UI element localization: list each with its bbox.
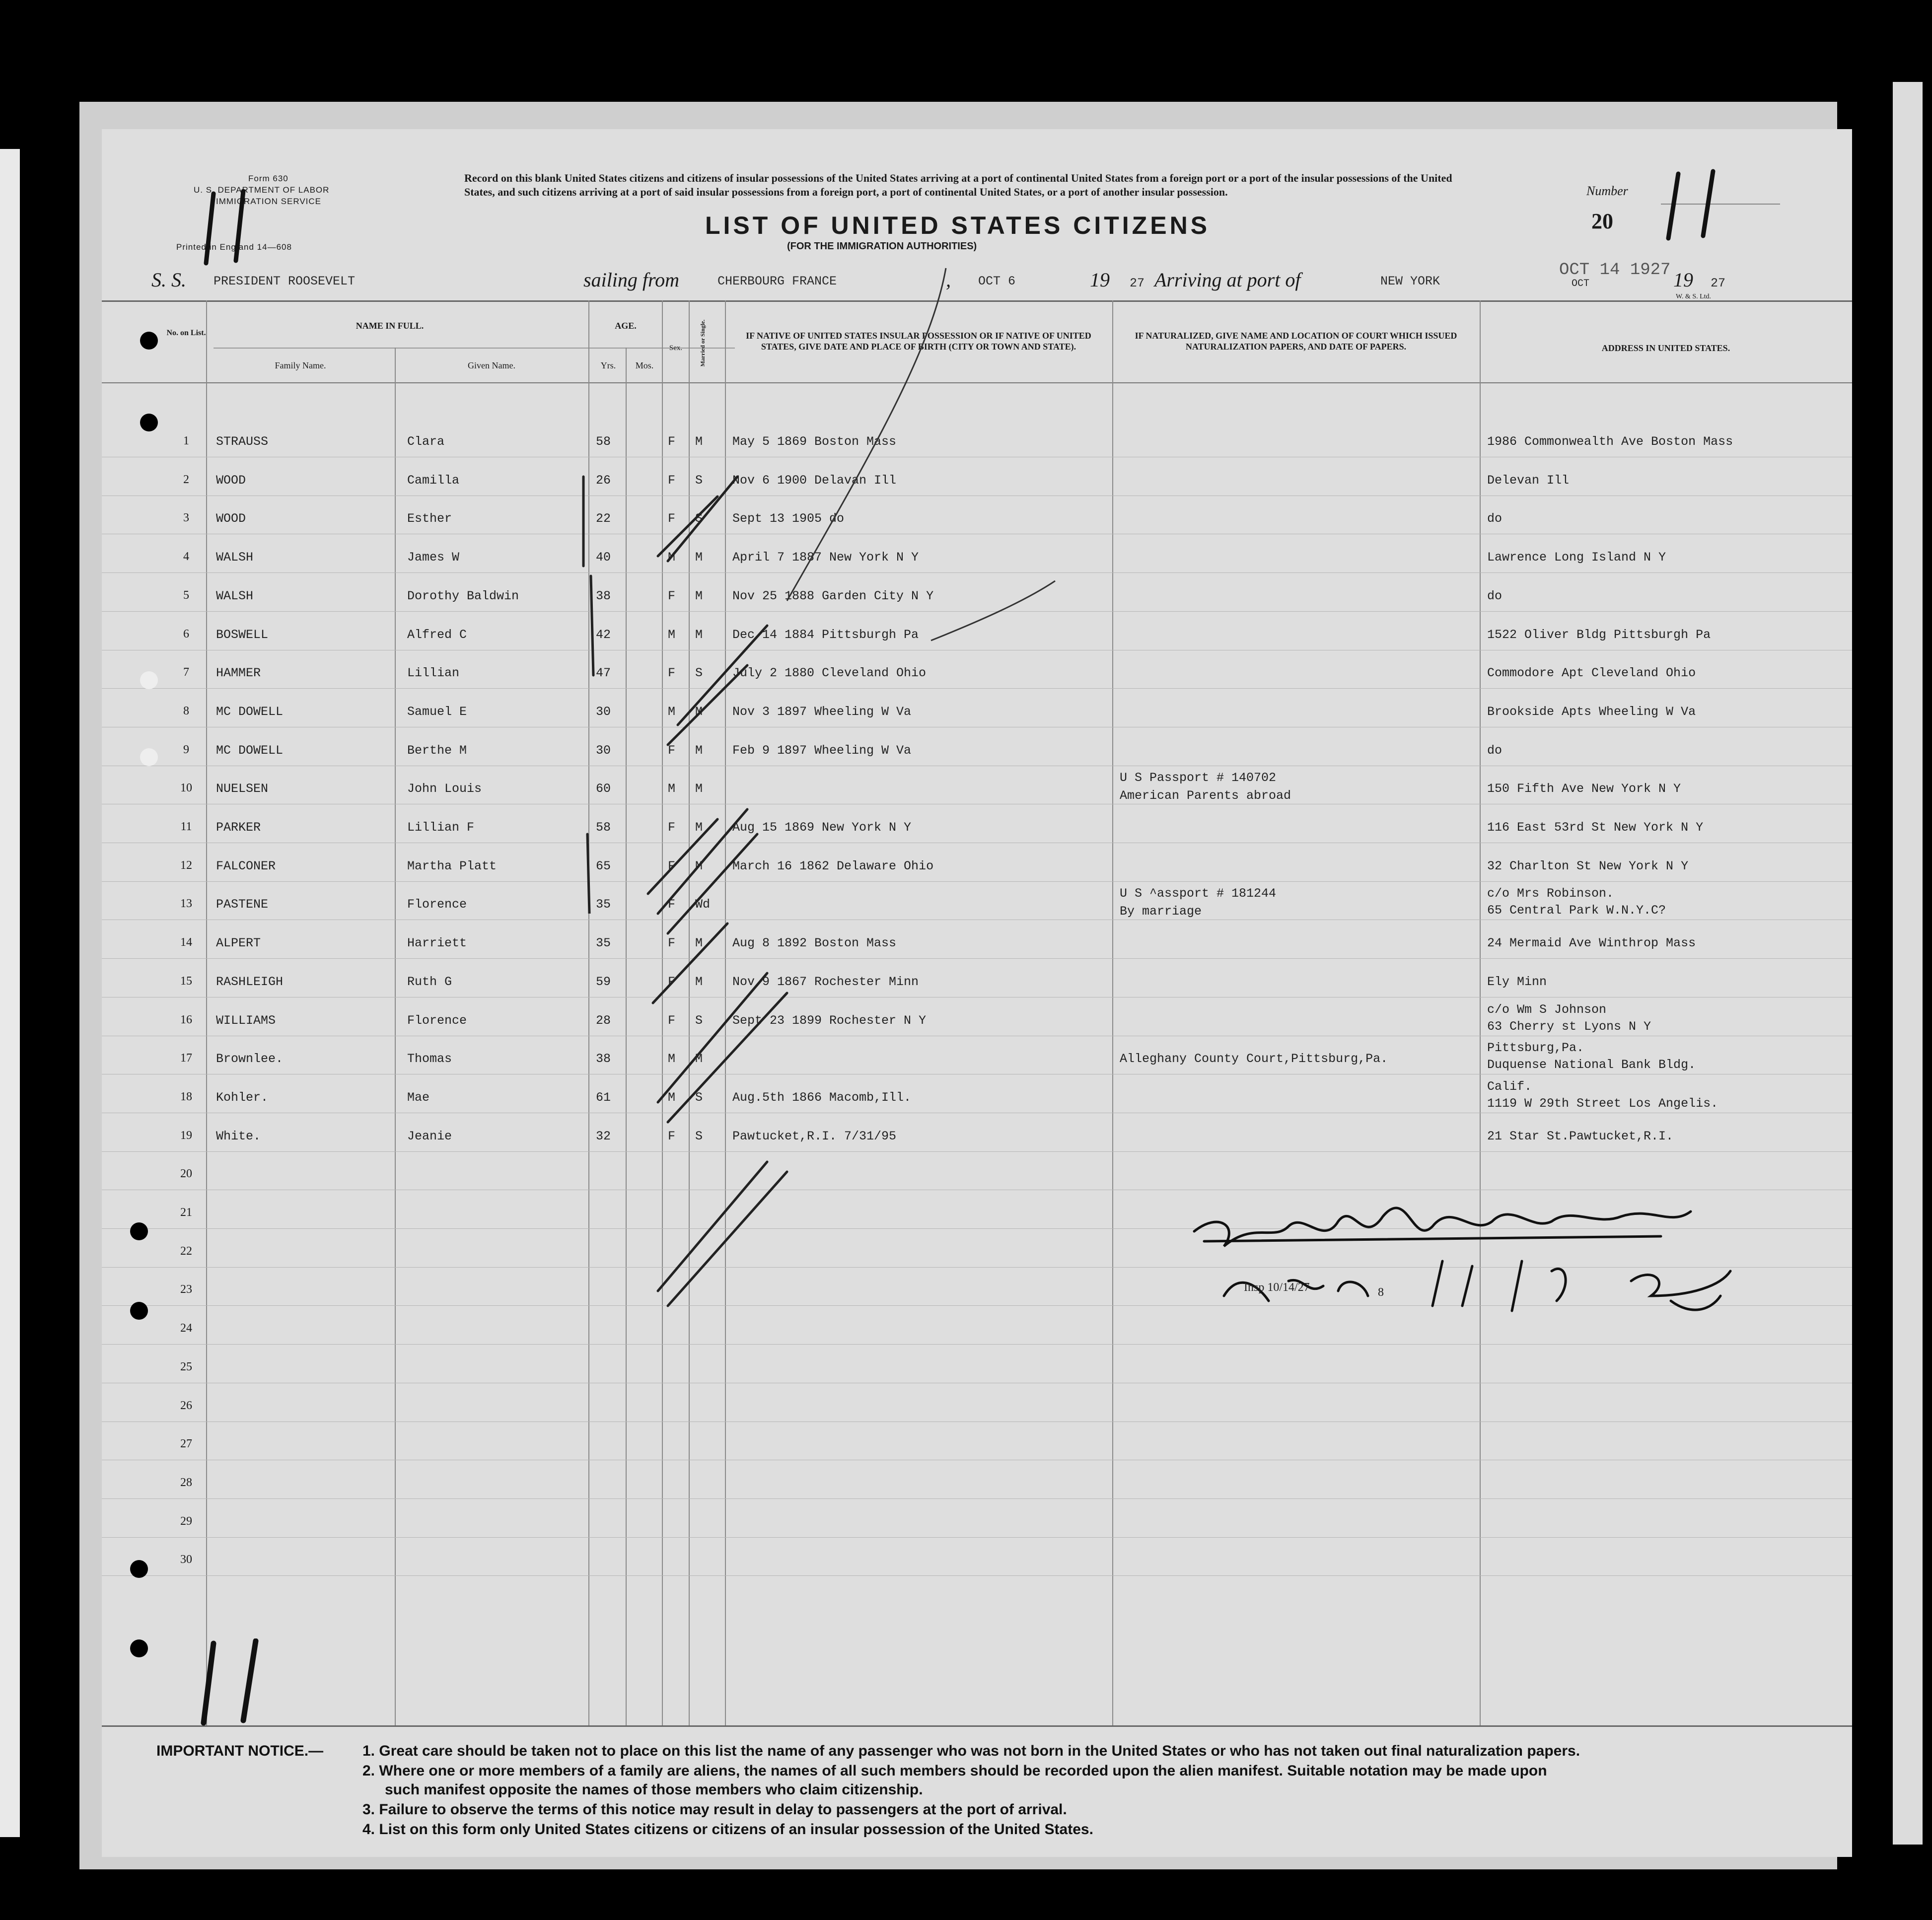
given-name: Camilla bbox=[407, 473, 460, 488]
given-name: John Louis bbox=[407, 782, 482, 796]
marital-status: S bbox=[695, 473, 703, 488]
age-years: 47 bbox=[596, 666, 611, 681]
birth-info: Aug 8 1892 Boston Mass bbox=[732, 936, 897, 951]
row-number: 12 bbox=[180, 858, 192, 872]
sex: F bbox=[668, 473, 676, 488]
given-name: James W bbox=[407, 550, 460, 565]
handwritten-mark-top-right bbox=[1658, 169, 1738, 243]
marital-status: M bbox=[695, 550, 703, 565]
col-family: Family Name. bbox=[275, 360, 326, 370]
inspector-signature bbox=[1174, 1172, 1745, 1331]
col-yrs: Yrs. bbox=[600, 360, 616, 370]
marital-status: M bbox=[695, 588, 703, 603]
col-sex: Sex. bbox=[669, 344, 683, 352]
row-number: 15 bbox=[180, 974, 192, 988]
marital-status: S bbox=[695, 1013, 703, 1028]
age-years: 35 bbox=[596, 936, 611, 951]
binder-hole bbox=[140, 332, 158, 350]
address: Pittsburg,Pa. bbox=[1487, 1041, 1584, 1056]
address: 1522 Oliver Bldg Pittsburgh Pa bbox=[1487, 627, 1711, 642]
address: Commodore Apt Cleveland Ohio bbox=[1487, 666, 1696, 681]
address: Lawrence Long Island N Y bbox=[1487, 550, 1666, 565]
birth-info: Aug.5th 1866 Macomb,Ill. bbox=[732, 1090, 912, 1105]
age-years: 26 bbox=[596, 473, 611, 488]
row-number: 13 bbox=[180, 897, 192, 911]
address: c/o Wm S Johnson bbox=[1487, 1002, 1607, 1017]
row-number: 26 bbox=[180, 1399, 192, 1412]
binder-hole bbox=[130, 1222, 148, 1240]
sex: F bbox=[668, 936, 676, 951]
naturalization: U S ^assport # 181244 bbox=[1120, 886, 1277, 901]
ink-stroke-long bbox=[767, 253, 1065, 700]
row-number: 18 bbox=[180, 1090, 192, 1103]
birth-info: July 2 1880 Cleveland Ohio bbox=[732, 666, 927, 681]
service: IMMIGRATION SERVICE bbox=[216, 197, 322, 206]
address: Brookside Apts Wheeling W Va bbox=[1487, 704, 1696, 719]
sex: M bbox=[668, 1052, 676, 1067]
address-line-2: 65 Central Park W.N.Y.C? bbox=[1487, 903, 1666, 918]
col-age: AGE. bbox=[615, 321, 637, 331]
binder-hole bbox=[140, 671, 158, 689]
adjacent-page-right bbox=[1893, 82, 1923, 1845]
col-address: ADDRESS IN UNITED STATES. bbox=[1601, 343, 1730, 353]
address: 24 Mermaid Ave Winthrop Mass bbox=[1487, 936, 1696, 951]
sex: F bbox=[668, 1129, 676, 1143]
row-number: 2 bbox=[183, 473, 189, 486]
given-name: Florence bbox=[407, 1013, 467, 1028]
sex: M bbox=[668, 550, 676, 565]
sex: F bbox=[668, 743, 676, 758]
age-years: 22 bbox=[596, 511, 611, 526]
manifest-sheet bbox=[102, 129, 1852, 1857]
row-number: 4 bbox=[183, 550, 189, 564]
handwritten-mark-top-left bbox=[196, 189, 266, 268]
given-name: Ruth G bbox=[407, 974, 452, 989]
given-name: Florence bbox=[407, 897, 467, 912]
marital-status: M bbox=[695, 858, 703, 873]
marital-status: M bbox=[695, 627, 703, 642]
comma-1: , bbox=[946, 269, 951, 291]
department: U. S. DEPARTMENT OF LABOR bbox=[194, 185, 330, 195]
col-given: Given Name. bbox=[468, 360, 515, 370]
row-number: 17 bbox=[180, 1052, 192, 1065]
family-name: NUELSEN bbox=[216, 782, 269, 796]
notice-item-2b: such manifest opposite the names of those members who claim citizenship. bbox=[385, 1781, 923, 1798]
family-name: MC DOWELL bbox=[216, 704, 284, 719]
family-name: Brownlee. bbox=[216, 1052, 284, 1067]
marital-status: S bbox=[695, 1129, 703, 1143]
family-name: FALCONER bbox=[216, 858, 276, 873]
row-number: 1 bbox=[183, 434, 189, 447]
row-number: 22 bbox=[180, 1244, 192, 1258]
family-name: BOSWELL bbox=[216, 627, 269, 642]
birth-info: March 16 1862 Delaware Ohio bbox=[732, 858, 934, 873]
given-name: Lillian bbox=[407, 666, 460, 681]
marital-status: Wd bbox=[695, 897, 711, 912]
notice-label: IMPORTANT NOTICE.— bbox=[156, 1743, 324, 1759]
page-subtitle: (FOR THE IMMIGRATION AUTHORITIES) bbox=[787, 241, 977, 252]
naturalization: U S Passport # 140702 bbox=[1120, 771, 1277, 785]
binder-hole bbox=[130, 1302, 148, 1320]
row-number: 16 bbox=[180, 1013, 192, 1026]
page-title: LIST OF UNITED STATES CITIZENS bbox=[705, 212, 1211, 239]
row-number: 9 bbox=[183, 743, 189, 756]
given-name: Clara bbox=[407, 434, 445, 449]
given-name: Thomas bbox=[407, 1052, 452, 1067]
address: 32 Charlton St New York N Y bbox=[1487, 858, 1689, 873]
col-no: No. on List. bbox=[166, 329, 206, 337]
arriving-label: Arriving at port of bbox=[1154, 269, 1301, 291]
row-number: 11 bbox=[180, 820, 192, 833]
printed-line: Printed in England 14—608 bbox=[176, 242, 292, 252]
sex: F bbox=[668, 434, 676, 449]
address: do bbox=[1487, 743, 1503, 758]
age-years: 65 bbox=[596, 858, 611, 873]
marital-status: M bbox=[695, 704, 703, 719]
sex: F bbox=[668, 588, 676, 603]
marital-status: S bbox=[695, 666, 703, 681]
birth-info: May 5 1869 Boston Mass bbox=[732, 434, 897, 449]
age-years: 58 bbox=[596, 434, 611, 449]
family-name: WALSH bbox=[216, 588, 254, 603]
sex: F bbox=[668, 511, 676, 526]
ss-label: S. S. bbox=[151, 269, 186, 291]
col-line bbox=[395, 348, 396, 1725]
adjacent-page-left bbox=[0, 149, 20, 1837]
binder-hole bbox=[140, 748, 158, 766]
age-years: 40 bbox=[596, 550, 611, 565]
arrival-year: 27 bbox=[1711, 276, 1726, 290]
family-name: Kohler. bbox=[216, 1090, 269, 1105]
age-years: 38 bbox=[596, 1052, 611, 1067]
col-name: NAME IN FULL. bbox=[356, 321, 424, 331]
sex: F bbox=[668, 858, 676, 873]
row-number: 29 bbox=[180, 1514, 192, 1528]
sex: F bbox=[668, 974, 676, 989]
row-number: 8 bbox=[183, 704, 189, 717]
row-number: 27 bbox=[180, 1437, 192, 1451]
birth-info: Nov 3 1897 Wheeling W Va bbox=[732, 704, 912, 719]
address: do bbox=[1487, 588, 1503, 603]
address: 150 Fifth Ave New York N Y bbox=[1487, 782, 1681, 796]
row-number: 28 bbox=[180, 1476, 192, 1489]
naturalization-detail: By marriage bbox=[1120, 904, 1202, 919]
address: Calif. bbox=[1487, 1079, 1532, 1094]
marital-status: S bbox=[695, 1090, 703, 1105]
col-birth: IF NATIVE OF UNITED STATES INSULAR POSSESSION OR IF NATIVE OF UNITED STATES, GIVE DATE AND PLACE OF BIRTH (CITY OR TOWN AND STATE). bbox=[746, 331, 1091, 352]
age-years: 35 bbox=[596, 897, 611, 912]
given-name: Lillian F bbox=[407, 820, 475, 835]
family-name: ALPERT bbox=[216, 936, 261, 951]
family-name: PASTENE bbox=[216, 897, 269, 912]
row-number: 25 bbox=[180, 1360, 192, 1373]
row-rule bbox=[102, 1498, 1852, 1499]
birth-info: Pawtucket,R.I. 7/31/95 bbox=[732, 1129, 897, 1143]
row-number: 7 bbox=[183, 666, 189, 679]
row-number: 23 bbox=[180, 1283, 192, 1296]
address-line-2: 1119 W 29th Street Los Angelis. bbox=[1487, 1096, 1718, 1111]
given-name: Dorothy Baldwin bbox=[407, 588, 519, 603]
printer-mark: W. & S. Ltd. bbox=[1676, 293, 1712, 300]
age-years: 42 bbox=[596, 627, 611, 642]
arrival-year-prefix: 19 bbox=[1673, 269, 1693, 291]
binder-hole bbox=[130, 1560, 148, 1578]
family-name: MC DOWELL bbox=[216, 743, 284, 758]
address: c/o Mrs Robinson. bbox=[1487, 886, 1614, 901]
given-name: Esther bbox=[407, 511, 452, 526]
arrival-port: NEW YORK bbox=[1380, 274, 1440, 288]
sex: F bbox=[668, 897, 676, 912]
notice-item-1: 1. Great care should be taken not to place on this list the name of any passenger who was not born in the United States or who has not taken out final naturalization papers. bbox=[362, 1743, 1580, 1759]
family-name: STRAUSS bbox=[216, 434, 269, 449]
age-years: 28 bbox=[596, 1013, 611, 1028]
given-name: Jeanie bbox=[407, 1129, 452, 1143]
address: 116 East 53rd St New York N Y bbox=[1487, 820, 1704, 835]
depart-year: 27 bbox=[1130, 276, 1145, 290]
address-line-2: Duquense National Bank Bldg. bbox=[1487, 1058, 1696, 1072]
birth-info: Nov 9 1867 Rochester Minn bbox=[732, 974, 919, 989]
col-married: Married or Single. bbox=[699, 319, 706, 367]
birth-info: Aug 15 1869 New York N Y bbox=[732, 820, 912, 835]
marital-status: M bbox=[695, 974, 703, 989]
age-years: 60 bbox=[596, 782, 611, 796]
age-years: 38 bbox=[596, 588, 611, 603]
ship-name: PRESIDENT ROOSEVELT bbox=[214, 274, 356, 288]
marital-status: M bbox=[695, 820, 703, 835]
handwritten-mark-bottom bbox=[191, 1638, 290, 1728]
notice-item-2: 2. Where one or more members of a family are aliens, the names of all such members should be recorded upon the alien manifest. Suitable notation may be made upon bbox=[362, 1763, 1547, 1779]
family-name: WALSH bbox=[216, 550, 254, 565]
marital-status: M bbox=[695, 743, 703, 758]
age-years: 61 bbox=[596, 1090, 611, 1105]
number-value: 20 bbox=[1591, 209, 1613, 233]
binder-hole bbox=[140, 414, 158, 431]
age-years: 30 bbox=[596, 704, 611, 719]
signature-note: Insp 10/14/27 bbox=[1244, 1281, 1310, 1294]
arrival-date: OCT bbox=[1572, 278, 1590, 289]
age-years: 30 bbox=[596, 743, 611, 758]
marital-status: M bbox=[695, 936, 703, 951]
sex: M bbox=[668, 704, 676, 719]
number-label: Number bbox=[1586, 184, 1628, 198]
row-rule bbox=[102, 1575, 1852, 1576]
given-name: Samuel E bbox=[407, 704, 467, 719]
col-line bbox=[1112, 300, 1113, 1725]
sex: F bbox=[668, 1013, 676, 1028]
given-name: Alfred C bbox=[407, 627, 467, 642]
birth-info: Sept 23 1899 Rochester N Y bbox=[732, 1013, 927, 1028]
row-number: 21 bbox=[180, 1206, 192, 1219]
row-number: 20 bbox=[180, 1167, 192, 1181]
ink-bracket-marks bbox=[569, 467, 608, 914]
given-name: Martha Platt bbox=[407, 858, 497, 873]
naturalization: Alleghany County Court,Pittsburg,Pa. bbox=[1120, 1052, 1388, 1067]
marital-status: M bbox=[695, 782, 703, 796]
birth-info: Dec 14 1884 Pittsburgh Pa bbox=[732, 627, 919, 642]
row-number: 30 bbox=[180, 1553, 192, 1566]
table-bottom-rule bbox=[102, 1725, 1852, 1727]
age-years: 58 bbox=[596, 820, 611, 835]
row-number: 24 bbox=[180, 1322, 192, 1335]
birth-info: Sept 13 1905 do bbox=[732, 511, 845, 526]
row-number: 19 bbox=[180, 1129, 192, 1142]
row-number: 5 bbox=[183, 588, 189, 602]
col-line bbox=[626, 348, 627, 1725]
marital-status: M bbox=[695, 434, 703, 449]
col-line bbox=[1480, 300, 1481, 1725]
binder-hole bbox=[130, 1639, 148, 1657]
col-line bbox=[206, 300, 207, 1725]
row-number: 10 bbox=[180, 782, 192, 795]
intro-text: Record on this blank United States citizens and citizens of insular possessions of the United States arriving at a port of continental United States from a foreign port or a port of the insular possessions of the United States, and such citizens arriving at a port of said insular possessions from a foreign port, a port of continental United States, or a port of another insular possession. bbox=[464, 172, 1452, 198]
sex: M bbox=[668, 782, 676, 796]
sex: F bbox=[668, 820, 676, 835]
address-line-2: 63 Cherry st Lyons N Y bbox=[1487, 1019, 1651, 1034]
form-number: Form 630 bbox=[248, 174, 288, 183]
from-port: CHERBOURG FRANCE bbox=[717, 274, 837, 288]
family-name: WILLIAMS bbox=[216, 1013, 276, 1028]
date-stamp: OCT 14 1927 bbox=[1559, 261, 1671, 280]
col-mos: Mos. bbox=[635, 360, 654, 370]
sex: M bbox=[668, 1090, 676, 1105]
address: Delevan Ill bbox=[1487, 473, 1570, 488]
notice-item-4: 4. List on this form only United States citizens or citizens of an insular possession of the United States. bbox=[362, 1821, 1093, 1838]
address: do bbox=[1487, 511, 1503, 526]
sailing-label: sailing from bbox=[583, 269, 679, 291]
birth-info: Nov 6 1900 Delavan Ill bbox=[732, 473, 897, 488]
year-prefix: 19 bbox=[1090, 269, 1110, 291]
given-name: Mae bbox=[407, 1090, 430, 1105]
row-number: 6 bbox=[183, 627, 189, 640]
depart-date: OCT 6 bbox=[978, 274, 1016, 288]
marital-status: M bbox=[695, 1052, 703, 1067]
sex: M bbox=[668, 627, 676, 642]
age-years: 32 bbox=[596, 1129, 611, 1143]
naturalization-detail: American Parents abroad bbox=[1120, 788, 1291, 803]
family-name: RASHLEIGH bbox=[216, 974, 284, 989]
notice-item-3: 3. Failure to observe the terms of this notice may result in delay to passengers at the port of arrival. bbox=[362, 1801, 1067, 1818]
row-number: 14 bbox=[180, 936, 192, 949]
family-name: HAMMER bbox=[216, 666, 261, 681]
row-number: 3 bbox=[183, 511, 189, 525]
address: 1986 Commonwealth Ave Boston Mass bbox=[1487, 434, 1733, 449]
marital-status: S bbox=[695, 511, 703, 526]
row-rule bbox=[102, 1344, 1852, 1345]
given-name: Harriett bbox=[407, 936, 467, 951]
address: 21 Star St.Pawtucket,R.I. bbox=[1487, 1129, 1674, 1143]
sex: F bbox=[668, 666, 676, 681]
birth-info: April 7 1887 New York N Y bbox=[732, 550, 919, 565]
family-name: PARKER bbox=[216, 820, 261, 835]
birth-info: Feb 9 1897 Wheeling W Va bbox=[732, 743, 912, 758]
row-rule bbox=[102, 1537, 1852, 1538]
col-naturalized: IF NATURALIZED, GIVE NAME AND LOCATION OF COURT WHICH ISSUED NATURALIZATION PAPERS, AND DATE OF PAPERS. bbox=[1135, 331, 1457, 352]
address: Ely Minn bbox=[1487, 974, 1547, 989]
birth-info: Nov 25 1888 Garden City N Y bbox=[732, 588, 934, 603]
family-name: WOOD bbox=[216, 473, 246, 488]
family-name: White. bbox=[216, 1129, 261, 1143]
given-name: Berthe M bbox=[407, 743, 467, 758]
family-name: WOOD bbox=[216, 511, 246, 526]
signature-time: 8 bbox=[1378, 1286, 1384, 1299]
age-years: 59 bbox=[596, 974, 611, 989]
